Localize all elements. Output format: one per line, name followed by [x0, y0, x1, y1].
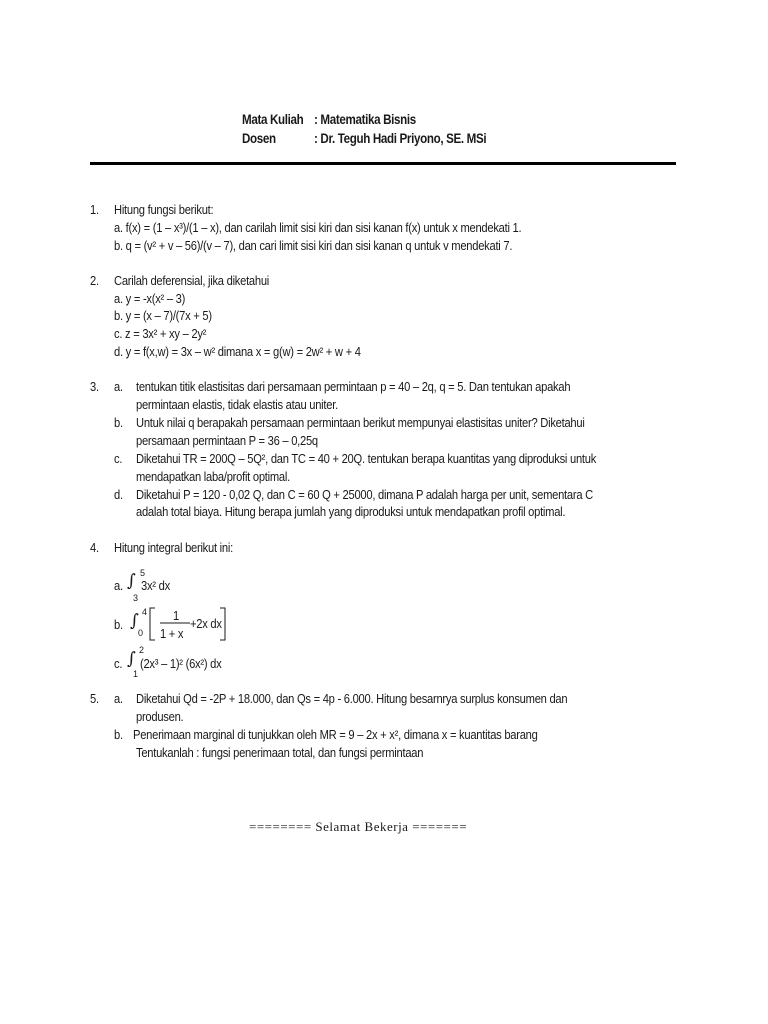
q3-d-label: d.: [114, 487, 123, 502]
course-value: : Matematika Bisnis: [314, 112, 416, 127]
q4-c-expression: (2x³ – 1)² (6x²) dx: [140, 656, 222, 671]
q4-b-numerator: 1: [173, 608, 179, 623]
q2-number: 2.: [90, 273, 99, 288]
q3-number: 3.: [90, 379, 99, 394]
q4-b-upper-limit: 4: [142, 607, 148, 617]
q5-b-line2: Tentukanlah : fungsi penerimaan total, dan fungsi permintaan: [136, 745, 424, 760]
q2-title: Carilah deferensial, jika diketahui: [114, 273, 270, 288]
q3-b-line2: persamaan permintaan P = 36 – 0,25q: [136, 433, 318, 448]
q3-c-line1: Diketahui TR = 200Q – 5Q², dan TC = 40 + 20Q. tentukan berapa kuantitas yang diproduksi untuk: [136, 451, 597, 466]
q4-title: Hitung integral berikut ini:: [114, 540, 233, 555]
q2-d: d. y = f(x,w) = 3x – w² dimana x = g(w) = 2w² + w + 4: [114, 344, 361, 359]
q4-a-expression: 3x² dx: [141, 578, 170, 593]
q3-c-line2: mendapatkan laba/profit optimal.: [136, 469, 290, 484]
course-label: Mata Kuliah: [242, 112, 304, 127]
q5-a-line2: produsen.: [136, 709, 184, 724]
q2-c: c. z = 3x² + xy – 2y²: [114, 326, 207, 341]
q1-a: a. f(x) = (1 – x³)/(1 – x), dan carilah limit sisi kiri dan sisi kanan f(x) untuk x mendekati 1.: [114, 220, 522, 235]
q4-a-lower-limit: 3: [133, 593, 139, 603]
lecturer-label: Dosen: [242, 131, 276, 146]
q4-b-denominator: 1 + x: [160, 626, 184, 641]
q2-b: b. y = (x – 7)/(7x + 5): [114, 308, 212, 323]
q4-number: 4.: [90, 540, 99, 555]
q5-b-label: b.: [114, 727, 123, 742]
q4-c-label: c.: [114, 656, 123, 671]
q3-b-label: b.: [114, 415, 123, 430]
q3-a-line2: permintaan elastis, tidak elastis atau uniter.: [136, 397, 338, 412]
q4-a-label: a.: [114, 578, 123, 593]
q5-a-label: a.: [114, 691, 123, 706]
header-divider: [90, 162, 676, 165]
q1-number: 1.: [90, 202, 99, 217]
q3-c-label: c.: [114, 451, 123, 466]
q4-b-tail: +2x dx: [190, 616, 222, 631]
q1-title: Hitung fungsi berikut:: [114, 202, 214, 217]
q4-a-upper-limit: 5: [140, 568, 146, 578]
q4-b-label: b.: [114, 617, 123, 632]
q1-b: b. q = (v² + v – 56)/(v – 7), dan cari limit sisi kiri dan sisi kanan q untuk v mendekati 7.: [114, 238, 513, 253]
lecturer-value: : Dr. Teguh Hadi Priyono, SE. MSi: [314, 131, 487, 146]
q4-c-upper-limit: 2: [139, 645, 145, 655]
q4-c-lower-limit: 1: [133, 669, 139, 679]
q2-a: a. y = -x(x² – 3): [114, 291, 186, 306]
q3-a-line1: tentukan titik elastisitas dari persamaan permintaan p = 40 – 2q, q = 5. Dan tentukan apakah: [136, 379, 571, 394]
q3-b-line1: Untuk nilai q berapakah persamaan permintaan berikut mempunyai elastisitas uniter? Diketahui: [136, 415, 585, 430]
integral-sign-icon: ∫: [127, 571, 136, 591]
closing-message: ======== Selamat Bekerja =======: [249, 819, 468, 834]
integral-sign-icon: ∫: [130, 611, 139, 631]
q5-number: 5.: [90, 691, 99, 706]
q3-d-line2: adalah total biaya. Hitung berapa jumlah yang diproduksi untuk mendapatkan profil optimal.: [136, 504, 566, 519]
integral-sign-icon: ∫: [127, 649, 136, 669]
q5-b-line1: Penerimaan marginal di tunjukkan oleh MR = 9 – 2x + x², dimana x = kuantitas barang: [133, 727, 538, 742]
q5-a-line1: Diketahui Qd = -2P + 18.000, dan Qs = 4p - 6.000. Hitung besarnrya surplus konsumen dan: [136, 691, 568, 706]
q4-b-lower-limit: 0: [138, 628, 144, 638]
q3-a-label: a.: [114, 379, 123, 394]
q3-d-line1: Diketahui P = 120 - 0,02 Q, dan C = 60 Q + 25000, dimana P adalah harga per unit, sementara C: [136, 487, 593, 502]
